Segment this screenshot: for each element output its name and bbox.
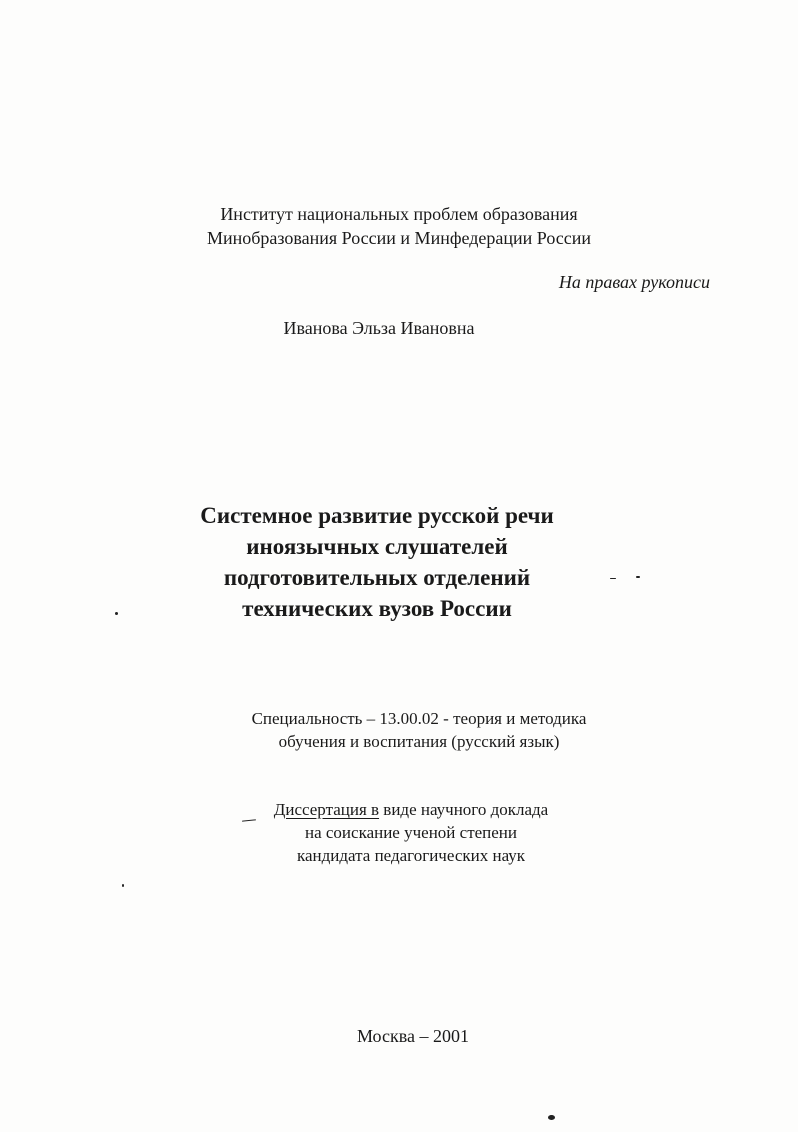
dissertation-title-line-1: Системное развитие русской речи [200, 503, 554, 528]
specialty-line-1: Специальность – 13.00.02 - теория и методика [251, 709, 587, 728]
degree-statement-rest: виде научного доклада [379, 800, 549, 819]
scan-speck [115, 612, 118, 615]
degree-statement-line-1 [12, 799, 798, 821]
scan-speck [548, 1115, 555, 1120]
dissertation-title-line-3: подготовительных отделений [223, 565, 531, 590]
degree-statement-line-3: кандидата педагогических наук [296, 846, 526, 865]
author-name: Иванова Эльза Ивановна [283, 318, 475, 338]
dissertation-title-line-2: иноязычных слушателей [246, 534, 508, 559]
manuscript-rights-note: На правах рукописи [558, 272, 710, 292]
city-year: Москва – 2001 [357, 1026, 469, 1046]
scan-speck [636, 576, 640, 578]
scan-speck [122, 884, 124, 887]
dissertation-title-line-4: технических вузов России [242, 596, 512, 621]
specialty-line-2: обучения и воспитания (русский язык) [278, 732, 560, 751]
scan-speck [610, 578, 616, 579]
degree-statement-line-2: на соискание ученой степени [304, 823, 518, 842]
institute-name-line-2: Минобразования России и Минфедерации России [206, 228, 592, 248]
institute-name-line-1: Институт национальных проблем образования [220, 204, 578, 224]
dissertation-label: Диссертация в [273, 800, 380, 819]
